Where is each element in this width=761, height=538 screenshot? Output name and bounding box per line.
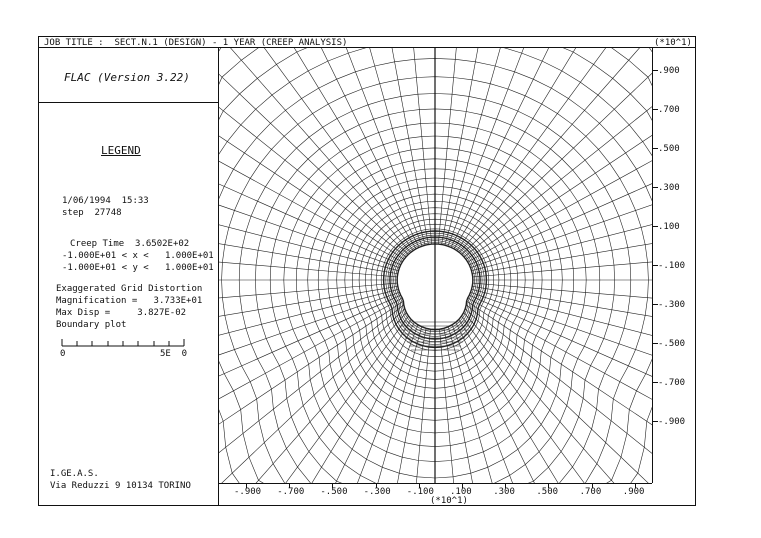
mesh-radial: [219, 298, 402, 483]
x-tick-label: .700: [579, 487, 602, 497]
mesh-radial: [440, 329, 491, 483]
x-range: -1.000E+01 < x < 1.000E+01: [62, 251, 214, 261]
org-name: I.GE.A.S.: [50, 469, 99, 479]
y-tick-label: .300: [658, 183, 680, 193]
mesh-radial: [219, 166, 399, 271]
max-disp: Max Disp = 3.827E-02: [56, 308, 187, 318]
mesh-radial: [444, 328, 545, 483]
mesh-radial: [219, 48, 411, 252]
scale-min: 0: [60, 349, 66, 359]
y-range: -1.000E+01 < y < 1.000E+01: [62, 263, 214, 273]
mesh-radial: [239, 48, 419, 247]
mesh-radial: [472, 289, 653, 394]
step-count: step 27748: [62, 208, 122, 218]
mesh-radial: [451, 48, 631, 247]
x-tick-label: .300: [493, 487, 515, 497]
mesh-radial: [464, 313, 652, 484]
mesh-radial: [438, 48, 475, 244]
mesh-radial: [448, 48, 594, 246]
x-tick-label: -.300: [363, 487, 391, 497]
mesh-radial: [219, 48, 416, 249]
mesh-radial: [473, 242, 652, 277]
x-scale-label: (*10^1): [430, 496, 468, 506]
mesh-radial: [273, 327, 421, 483]
mesh-radial: [448, 327, 596, 483]
mesh-radial: [466, 48, 652, 259]
mesh-radial: [395, 48, 432, 244]
mesh-radial: [462, 316, 653, 483]
mesh-radial: [277, 48, 423, 246]
x-tick-label: .500: [536, 487, 559, 497]
scale-label: (*10^1): [654, 38, 692, 48]
mesh-radial: [219, 313, 406, 484]
legend-title: LEGEND: [101, 144, 141, 157]
x-tick-label: -.700: [277, 487, 305, 497]
mesh-radial: [219, 203, 398, 273]
distortion-title: Exaggerated Grid Distortion: [56, 284, 203, 294]
x-tick-label: -.100: [406, 487, 434, 497]
mesh-radial: [219, 289, 399, 394]
y-tick-label: -.500: [658, 339, 686, 349]
mesh-radial: [315, 48, 425, 245]
mesh-radial: [452, 325, 645, 483]
y-tick-label: .900: [658, 66, 680, 76]
x-axis-divider: [219, 483, 652, 484]
job-title: JOB TITLE : SECT.N.1 (DESIGN) - 1 YEAR (CREEP ANALYSIS): [44, 38, 348, 48]
y-tick-label: -.100: [658, 261, 686, 271]
mesh-radial: [219, 322, 414, 483]
y-tick-label: -.300: [658, 300, 686, 310]
mesh-radial: [219, 48, 404, 259]
mesh-radial: [219, 48, 408, 255]
mesh-radial: [471, 129, 653, 268]
mesh-radial: [219, 292, 400, 431]
x-tick-label: .100: [450, 487, 472, 497]
mesh-radial: [471, 292, 653, 431]
y-tick-label: -.700: [658, 378, 686, 388]
boundary-plot: Boundary plot: [56, 320, 127, 330]
x-tick-label: .900: [622, 487, 645, 497]
mesh-radial: [472, 166, 653, 271]
title-box-divider: [38, 102, 219, 103]
magnification: Magnification = 3.733E+01: [56, 296, 203, 306]
program-title: FLAC (Version 3.22): [64, 71, 190, 84]
mesh-radial: [219, 286, 398, 356]
y-tick-label: .700: [658, 105, 680, 115]
mesh-radial: [325, 328, 426, 483]
mesh-radial: [445, 48, 555, 245]
y-tick-label: .100: [658, 222, 680, 232]
x-tick-label: -.900: [234, 487, 262, 497]
mesh-radial: [219, 129, 400, 268]
mesh-radial: [219, 48, 413, 251]
mesh-radial: [466, 305, 652, 483]
mesh-radial: [225, 325, 418, 483]
mesh-radial: [473, 283, 652, 318]
y-tick-label: -.900: [658, 417, 686, 427]
mesh-radial: [468, 298, 652, 483]
y-tick-label: .500: [658, 144, 680, 154]
mesh-radial: [219, 301, 403, 483]
creep-time: Creep Time 3.6502E+02: [70, 239, 190, 249]
scale-max: 5E 0: [160, 349, 188, 359]
date-time: 1/06/1994 15:33: [62, 196, 149, 206]
mesh-radial: [380, 329, 431, 483]
org-address: Via Reduzzi 9 10134 TORINO: [50, 481, 191, 491]
x-tick-label: -.500: [320, 487, 348, 497]
deformed-mesh-plot: [219, 48, 652, 483]
